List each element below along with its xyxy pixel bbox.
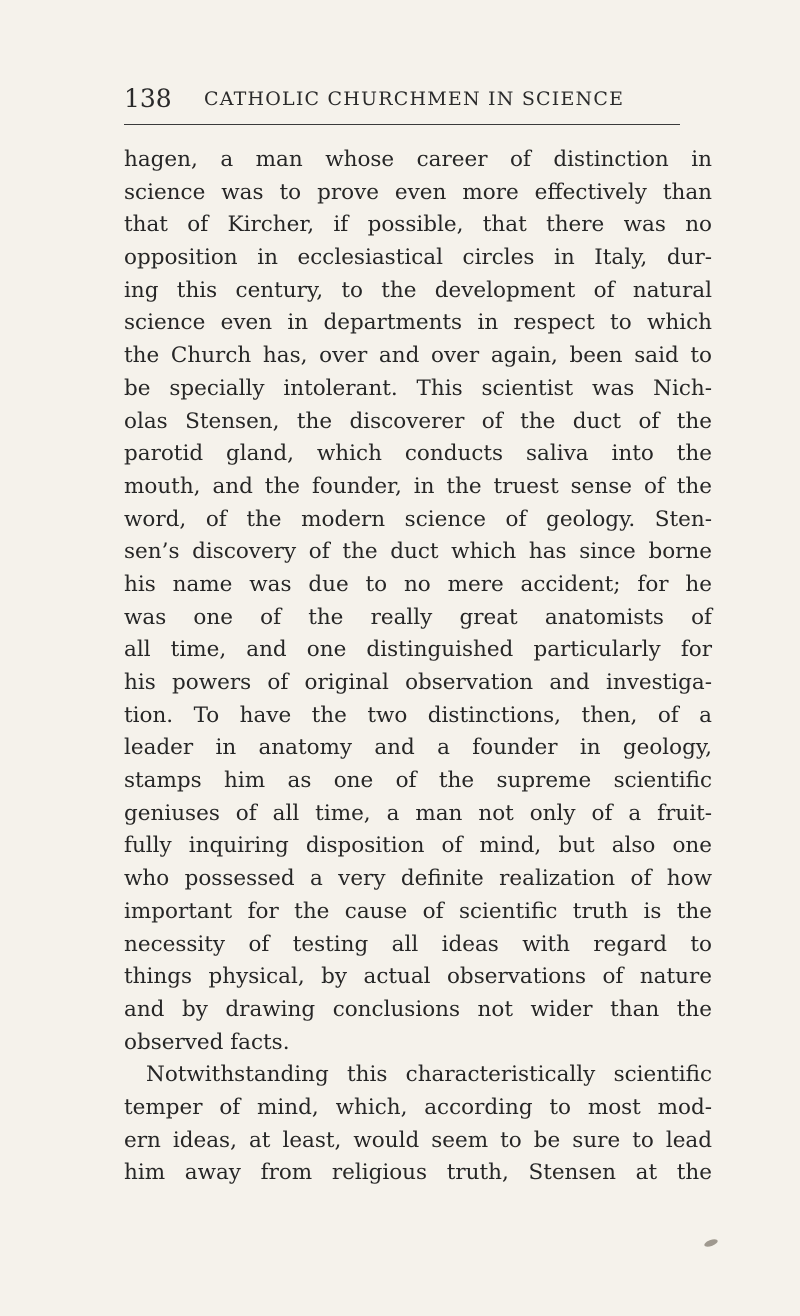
page-number: 138 bbox=[124, 84, 172, 113]
text-line: leader in anatomy and a founder in geology, bbox=[124, 735, 712, 761]
body-text bbox=[124, 144, 712, 1190]
text-line: things physical, by actual observations of nature bbox=[124, 964, 712, 990]
text-line: his powers of original observation and investiga- bbox=[124, 670, 712, 695]
text-line: sen’s discovery of the duct which has since borne bbox=[124, 539, 712, 565]
text-line: olas Stensen, the discoverer of the duct of the bbox=[124, 408, 712, 434]
text-line: word, of the modern science of geology. Sten- bbox=[124, 506, 712, 532]
text-line: that of Kircher, if possible, that there was no bbox=[124, 212, 712, 238]
text-line: was one of the really great anatomists of bbox=[124, 604, 712, 630]
paragraph-end-line: observed facts. bbox=[124, 1029, 290, 1055]
page-header bbox=[124, 80, 684, 120]
text-line: who possessed a very definite realization of how bbox=[124, 866, 712, 892]
text-line: geniuses of all time, a man not only of a fruit- bbox=[124, 800, 712, 826]
paragraph-start-line: Notwithstanding this characteristically scientific bbox=[146, 1062, 712, 1088]
text-line: ing this century, to the development of natural bbox=[124, 277, 712, 303]
header-rule bbox=[124, 124, 680, 125]
text-line: stamps him as one of the supreme scientific bbox=[124, 768, 712, 794]
running-head: CATHOLIC CHURCHMEN IN SCIENCE bbox=[204, 88, 625, 110]
text-line: his name was due to no mere accident; for he bbox=[124, 571, 712, 597]
text-line: science was to prove even more effectively than bbox=[124, 179, 712, 205]
text-line: be specially intolerant. This scientist was Nich- bbox=[124, 375, 712, 401]
text-line: necessity of testing all ideas with regard to bbox=[124, 931, 712, 957]
text-line: the Church has, over and over again, been said to bbox=[124, 343, 712, 369]
text-line: important for the cause of scientific truth is the bbox=[124, 898, 712, 924]
ink-speck bbox=[703, 1238, 718, 1248]
text-line: fully inquiring disposition of mind, but also one bbox=[124, 833, 712, 859]
text-line: mouth, and the founder, in the truest sense of the bbox=[124, 473, 712, 499]
text-line: parotid gland, which conducts saliva into the bbox=[124, 441, 712, 467]
text-line: opposition in ecclesiastical circles in Italy, dur- bbox=[124, 245, 712, 271]
text-line: him away from religious truth, Stensen at the bbox=[124, 1160, 712, 1186]
text-line: hagen, a man whose career of distinction in bbox=[124, 147, 712, 172]
text-line: all time, and one distinguished particularly for bbox=[124, 637, 712, 663]
text-line: and by drawing conclusions not wider than the bbox=[124, 996, 712, 1022]
text-line: temper of mind, which, according to most mod- bbox=[124, 1094, 712, 1120]
text-line: tion. To have the two distinctions, then, of a bbox=[124, 702, 712, 728]
text-line: science even in departments in respect to which bbox=[124, 310, 712, 336]
text-line: ern ideas, at least, would seem to be sure to lead bbox=[124, 1127, 712, 1153]
